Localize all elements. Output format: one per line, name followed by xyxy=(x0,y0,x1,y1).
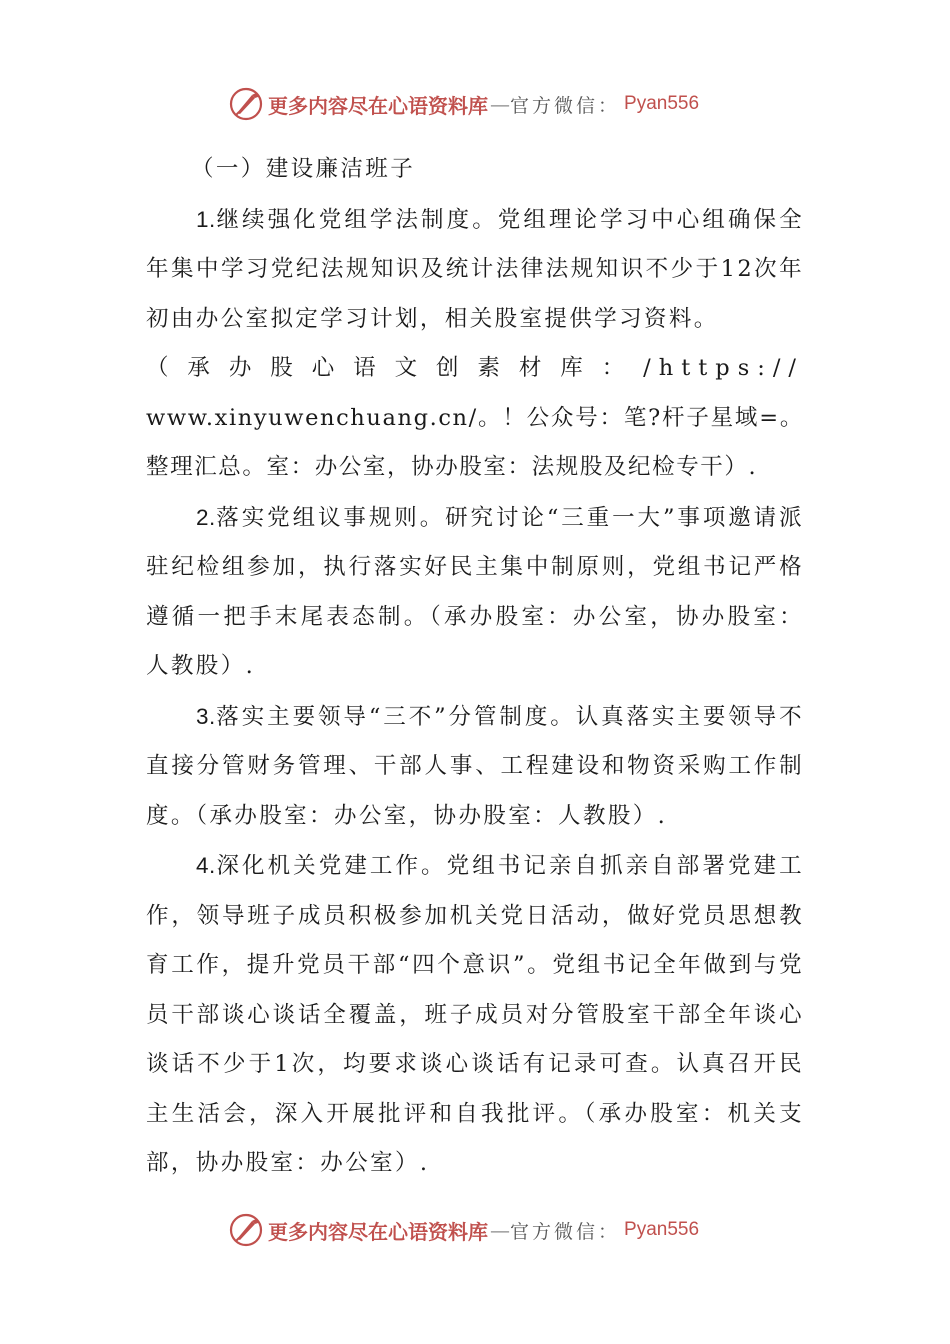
header-promo-text: 更多内容尽在心语资料库 xyxy=(268,93,488,118)
header-banner xyxy=(228,84,699,124)
footer-separator: — xyxy=(490,1218,510,1242)
item-3-paragraph xyxy=(146,692,804,842)
item-1-url-line: （承办股心语文创素材库：/https:// xyxy=(146,355,804,381)
item-3-text: 落实主要领导“三不”分管制度。认真落实主要领导不直接分管财务管理、干部人事、工程建设和物资采购工作制度。（承办股室：办公室，协办股室：人教股）. xyxy=(146,703,804,829)
header-separator: — xyxy=(490,92,510,116)
item-1-number: 1. xyxy=(196,206,216,232)
section-heading: （一）建设廉洁班子 xyxy=(191,156,416,182)
quill-pen-logo-icon xyxy=(228,1212,264,1248)
item-2-text: 落实党组议事规则。研究讨论“三重一大”事项邀请派驻纪检组参加，执行落实好民主集中制原则，党组书记严格遵循一把手末尾表态制。（承办股室：办公室，协办股室：人教股）. xyxy=(146,504,804,679)
footer-wechat-label: 官方微信： xyxy=(510,1220,621,1243)
item-2-number: 2. xyxy=(196,504,216,530)
item-4-number: 4. xyxy=(196,853,216,878)
item-3-number: 3. xyxy=(196,703,216,729)
footer-wechat-id: Pyan556 xyxy=(624,1219,700,1240)
item-1-text: 继续强化党组学法制度。党组理论学习中心组确保全年集中学习党纪法规知识及统计法律法规知识不少于12次年初由办公室拟定学习计划，相关股室提供学习资料。 xyxy=(146,206,804,332)
item-4-text: 深化机关党建工作。党组书记亲自抓亲自部署党建工作，领导班子成员积极参加机关党日活动，做好党员思想教育工作，提升党员干部“四个意识”。党组书记全年做到与党员干部谈心谈话全覆盖，班子成员对分管股室干部全年谈心谈话不少于1次，均要求谈心谈话有记录可查。认真召开民主生活会，深入开展批评和自我批评。（承办股室：机关支部，协办股室：办公室）. xyxy=(146,853,804,1176)
item-1-url-continued: www.xinyuwenchuang.cn/。！公众号：笔?杆子星域=。整理汇总。室：办公室，协办股室：法规股及纪检专干）. xyxy=(146,404,804,480)
header-wechat-label: 官方微信： xyxy=(510,94,621,117)
quill-pen-logo-icon xyxy=(228,86,264,122)
footer-promo-text: 更多内容尽在心语资料库 xyxy=(268,1219,488,1244)
footer-banner xyxy=(228,1210,699,1250)
item-1-paragraph xyxy=(146,195,804,345)
document-body xyxy=(146,145,804,1189)
item-4-paragraph xyxy=(146,841,804,1189)
header-wechat-id: Pyan556 xyxy=(624,93,700,114)
item-2-paragraph xyxy=(146,493,804,692)
